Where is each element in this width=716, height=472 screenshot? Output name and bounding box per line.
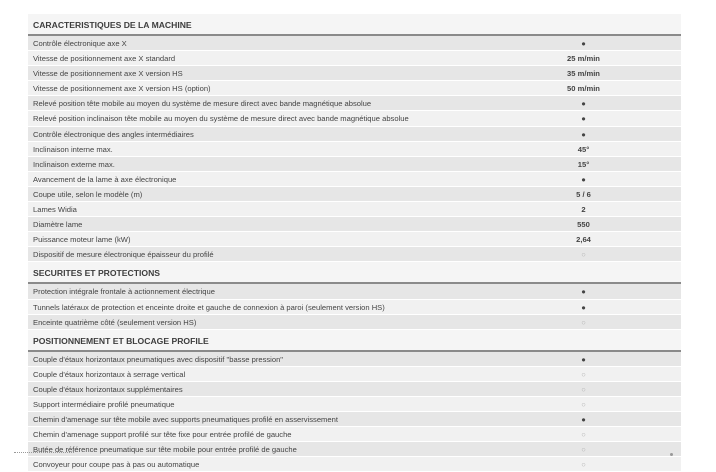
row-label: Protection intégrale frontale à actionnement électrique (33, 287, 215, 297)
row-value: ● (581, 99, 586, 109)
row-value: ● (581, 174, 586, 184)
table-row (28, 397, 681, 412)
table-row (28, 96, 681, 111)
table-row (28, 127, 681, 142)
row-label: Puissance moteur lame (kW) (33, 235, 131, 245)
row-label: Couple d'étaux horizontaux supplémentaires (33, 384, 183, 394)
table-row (28, 81, 681, 96)
table-row (28, 142, 681, 157)
row-value: 45° (577, 144, 590, 154)
row-value: ● (581, 302, 586, 312)
table-row (28, 427, 681, 442)
table-row (28, 367, 681, 382)
row-value-optional: ○ (581, 460, 586, 470)
table-row (28, 315, 681, 330)
table-row (28, 217, 681, 232)
spec-sheet (28, 14, 681, 472)
row-label: Inclinaison externe max. (33, 159, 115, 169)
table-row (28, 111, 681, 126)
row-value: 25 m/min (567, 54, 600, 64)
row-value: ● (581, 129, 586, 139)
section-header: POSITIONNEMENT ET BLOCAGE PROFILE (28, 330, 681, 352)
section-header: CARACTERISTIQUES DE LA MACHINE (28, 14, 681, 36)
table-row (28, 247, 681, 262)
row-label: Couple d'étaux horizontaux pneumatiques avec dispositif "basse pression" (33, 354, 283, 364)
row-label: Inclinaison interne max. (33, 144, 113, 154)
table-row (28, 172, 681, 187)
row-label: Dispositif de mesure électronique épaisseur du profilé (33, 250, 214, 260)
table-row (28, 352, 681, 367)
section-header: SECURITES ET PROTECTIONS (28, 262, 681, 284)
row-label: Relevé position inclinaison tête mobile au moyen du système de mesure direct avec bande magnétique absolue (33, 114, 409, 124)
row-label: Tunnels latéraux de protection et enceinte droite et gauche de connexion à paroi (seulement version HS) (33, 302, 385, 312)
row-label: Relevé position tête mobile au moyen du système de mesure direct avec bande magnétique absolue (33, 99, 372, 109)
table-row (28, 232, 681, 247)
table-row (28, 66, 681, 81)
row-value: ● (581, 114, 586, 124)
row-value-optional: ○ (581, 430, 586, 440)
row-value: 35 m/min (567, 69, 600, 79)
row-label: Couple d'étaux horizontaux à serrage vertical (33, 369, 186, 379)
table-row (28, 300, 681, 315)
row-label: Enceinte quatrième côté (seulement version HS) (33, 317, 197, 327)
row-value-optional: ○ (581, 445, 586, 455)
footer-mark-right (670, 453, 673, 456)
row-value: ● (581, 354, 586, 364)
row-label: Vitesse de positionnement axe X version HS (option) (33, 84, 211, 94)
row-label: Butée de référence pneumatique sur tête mobile pour entrée profilé de gauche (33, 445, 297, 455)
row-label: Vitesse de positionnement axe X version HS (33, 69, 183, 79)
row-label: Vitesse de positionnement axe X standard (33, 54, 176, 64)
table-row (28, 412, 681, 427)
row-label: Avancement de la lame à axe électronique (33, 174, 177, 184)
row-label: Chemin d'amenage sur tête mobile avec supports pneumatiques profilé en asservissement (33, 415, 338, 425)
table-row (28, 284, 681, 299)
table-row (28, 157, 681, 172)
row-label: Convoyeur pour coupe pas à pas ou automatique (33, 460, 200, 470)
row-value: ● (581, 415, 586, 425)
row-label: Support intermédiaire profilé pneumatique (33, 399, 175, 409)
table-row (28, 51, 681, 66)
footer-mark-left (14, 452, 74, 459)
row-label: Contrôle électronique axe X (33, 39, 127, 48)
table-row (28, 382, 681, 397)
row-label: Contrôle électronique des angles intermédiaires (33, 129, 194, 139)
table-row (28, 36, 681, 51)
row-value-optional: ○ (581, 317, 586, 327)
row-value: 50 m/min (567, 84, 600, 94)
row-label: Diamètre lame (33, 220, 83, 230)
row-label: Chemin d'amenage support profilé sur tête fixe pour entrée profilé de gauche (33, 430, 292, 440)
row-value: 15° (577, 159, 590, 169)
row-value-optional: ○ (581, 399, 586, 409)
table-row (28, 187, 681, 202)
row-value: 2,64 (576, 235, 591, 245)
row-value: 5 / 6 (576, 189, 591, 199)
row-value: 550 (577, 220, 590, 230)
row-label: Lames Widia (33, 205, 77, 215)
row-value: 2 (581, 205, 586, 215)
table-row (28, 442, 681, 457)
row-value-optional: ○ (581, 369, 586, 379)
row-value-optional: ○ (581, 250, 586, 260)
table-row (28, 202, 681, 217)
row-value: ● (581, 39, 586, 48)
row-label: Coupe utile, selon le modèle (m) (33, 189, 143, 199)
row-value-optional: ○ (581, 384, 586, 394)
row-value: ● (581, 287, 586, 297)
